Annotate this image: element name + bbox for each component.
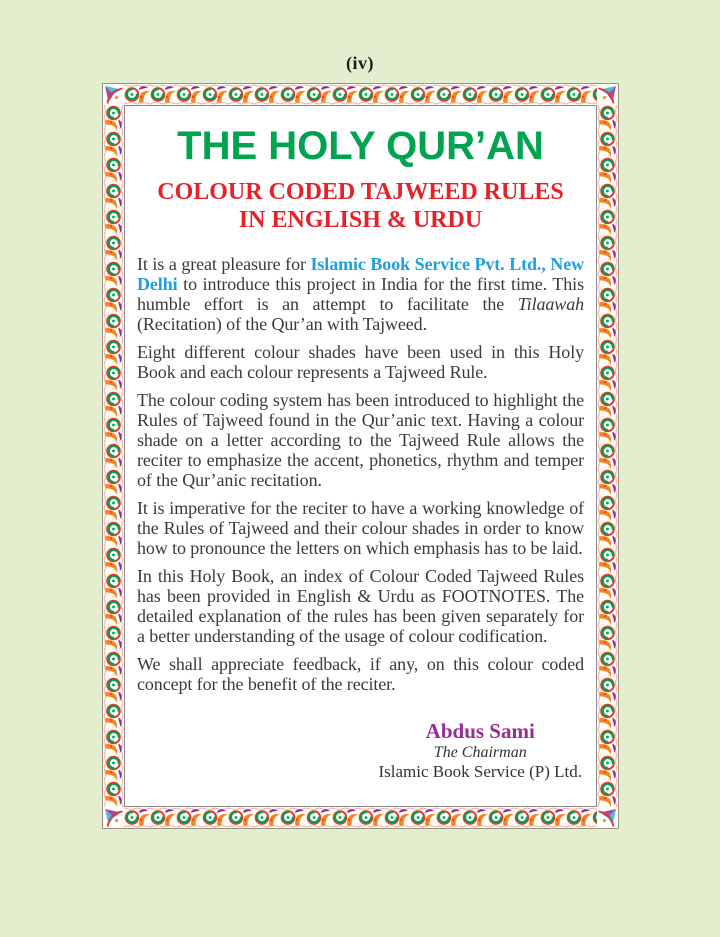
page-subtitle	[137, 178, 584, 234]
page-number: (iv)	[346, 53, 374, 73]
tilaawah-italic: Tilaawah	[517, 294, 584, 314]
subtitle-line-2: IN ENGLISH & URDU	[238, 207, 483, 233]
ornament-corner-top-right-icon	[597, 84, 618, 105]
ornament-border-bottom-icon	[124, 807, 597, 828]
ornamental-border-frame	[103, 84, 618, 828]
paragraph-index-footnotes: In this Holy Book, an index of Colour Coded Tajweed Rules has been provided in English & Urdu as FOOTNOTES. The detailed explanation of the rules has been given separately for a better understanding of the usage of colour codification.	[137, 566, 584, 646]
page-title: THE HOLY QUR’AN	[177, 124, 544, 168]
intro-text-3: (Recitation) of the Qur’an with Tajweed.	[137, 314, 427, 334]
signature-name: Abdus Sami	[425, 719, 535, 743]
ornament-corner-bottom-right-icon	[597, 807, 618, 828]
content-sheet	[124, 105, 597, 807]
body-paragraphs	[137, 254, 584, 694]
paragraph-intro	[137, 254, 584, 334]
signature-block	[379, 720, 583, 782]
ornament-border-left-icon	[103, 105, 124, 807]
paragraph-colour-shades: Eight different colour shades have been used in this Holy Book and each colour represents a Tajweed Rule.	[137, 342, 584, 382]
ornament-corner-top-left-icon	[103, 84, 124, 105]
intro-text-1: It is a great pleasure for	[137, 254, 311, 274]
paragraph-feedback: We shall appreciate feedback, if any, on this colour coded concept for the benefit of the reciter.	[137, 654, 584, 694]
ornament-border-top-icon	[124, 84, 597, 105]
publisher-name: Islamic Book Service Pvt. Ltd., New Delhi	[137, 254, 584, 294]
intro-text-2: to introduce this project in India for the first time. This humble effort is an attempt to facilitate the	[137, 274, 584, 314]
signature-role: The Chairman	[433, 744, 527, 761]
ornament-corner-bottom-left-icon	[103, 807, 124, 828]
ornament-border-right-icon	[597, 105, 618, 807]
paragraph-colour-coding: The colour coding system has been introduced to highlight the Rules of Tajweed found in the Qur’anic text. Having a colour shade on a letter according to the Tajweed Rule allows the reciter to emphasize the accent, phonetics, rhythm and temper of the Qur’anic recitation.	[137, 390, 584, 490]
paragraph-imperative: It is imperative for the reciter to have a working knowledge of the Rules of Tajweed and their colour shades in order to know how to pronounce the letters on which emphasis has to be laid.	[137, 498, 584, 558]
subtitle-line-1: COLOUR CODED TAJWEED RULES	[157, 179, 564, 205]
signature-organization: Islamic Book Service (P) Ltd.	[378, 762, 582, 781]
